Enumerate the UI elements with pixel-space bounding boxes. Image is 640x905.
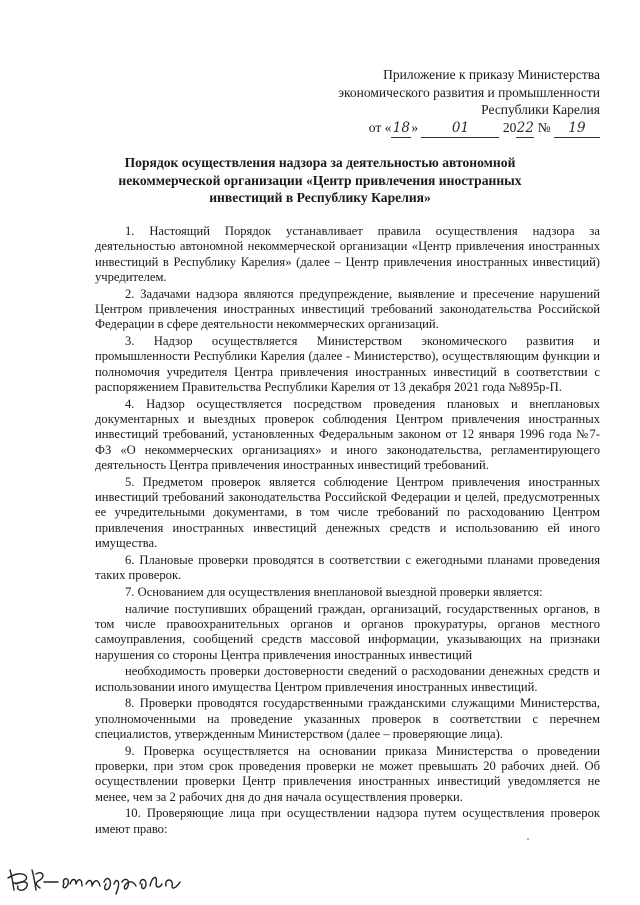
title-line-3: инвестиций в Республику Карелия» [209,190,431,206]
handwritten-signature [6,862,206,896]
scan-dot [527,838,529,840]
paragraph-4: 4. Надзор осуществляется посредством проведения плановых и внеплановых документарных и выездных проверок соблюдения Центром привлечения иностранных инвестиций требований, установленных Федеральным законом от 12 января 1996 года №7-ФЗ «О некоммерческих организациях» и иного законодательства, регламентирующего деятельность Центра привлечения иностранных инвестиций требований. [95,396,600,472]
title-line-2: некоммерческой организации «Центр привлечения иностранных [118,172,522,188]
paragraph-10: 10. Проверяющие лица при осуществлении надзора путем осуществления проверок имеют право: [95,806,600,836]
paragraph-9: 9. Проверка осуществляется на основании приказа Министерства о проведении проверки, при этом срок проведения проверки не может превышать 20 рабочих дней. Об осуществлении проверки Центр привлечения иностранных инвестиций уведомляется не менее, чем за 2 рабочих дня до дня начала осуществления проверки. [95,743,600,804]
date-prefix: от « [368,119,392,135]
date-number-line [300,119,600,139]
appendix-line-1: Приложение к приказу Министерства [383,67,600,82]
document-title [95,154,545,207]
number-sign: № [537,119,551,135]
paragraph-8: 8. Проверки проводятся государственными гражданскими служащими Министерства, уполномоченными на проведение указанных проверок в соответствии с перечнем специалистов, утвержденным Министерством (далее – проверяющие лица). [95,696,600,741]
date-year-suffix: 22 [516,120,534,139]
paragraph-3: 3. Надзор осуществляется Министерством экономического развития и промышленности Республики Карелия (далее - Министерство), осуществляющим функции и полномочия учредителя Центра привлечения иностранных инвестиций в соответствии с распоряжением Правительства Республики Карелия от 13 декабря 2021 года №895р-П. [95,334,600,394]
appendix-line-3: Республики Карелия [481,102,600,117]
paragraph-6: 6. Плановые проверки проводятся в соответствии с ежегодными планами проведения таких проверок. [95,552,600,583]
appendix-line-2: экономического развития и промышленности [338,84,600,100]
title-line-1: Порядок осуществления надзора за деятельностью автономной [124,155,516,170]
date-year-prefix: 20 [502,119,517,135]
document-body [95,224,600,839]
date-month: 01 [421,120,499,139]
paragraph-1: 1. Настоящий Порядок устанавливает правила осуществления надзора за деятельностью автономной некоммерческой организации «Центр привлечения иностранных инвестиций в Республику Карелия» (далее – Центр привлечения иностранных инвестиций) учредителем. [95,224,600,284]
order-number: 19 [554,120,600,139]
paragraph-2: 2. Задачами надзора являются предупреждение, выявление и пресечение нарушений Центром привлечения иностранных инвестиций требований законодательства Российской Федерации в сфере деятельности некоммерческих организаций. [95,286,600,332]
signature-scribble [6,862,206,896]
appendix-header [300,66,600,138]
date-mid: » [411,119,419,135]
paragraph-7: 7. Основанием для осуществления внеплановой выездной проверки является: [125,584,543,599]
date-day: 18 [391,120,411,139]
paragraph-7-item-1: наличие поступивших обращений граждан, организаций, государственных органов, в том числе правоохранительных органов и органов прокуратуры, органов местного самоуправления, сообщений средств массовой информации, указывающих на признаки нарушения со стороны Центра привлечения иностранных инвестиций [95,601,600,662]
paragraph-7-item-2: необходимость проверки достоверности сведений о расходовании денежных средств и использовании иного имущества Центром привлечения иностранных инвестиций. [95,664,600,694]
paragraph-5: 5. Предметом проверок является соблюдение Центром привлечения иностранных инвестиций требований законодательства Российской Федерации и целей, предусмотренных ее учредительными документами, в том числе требований по расходованию Центром привлечения иностранных инвестиций денежных средств и использованию ей иного имущества. [95,474,600,550]
